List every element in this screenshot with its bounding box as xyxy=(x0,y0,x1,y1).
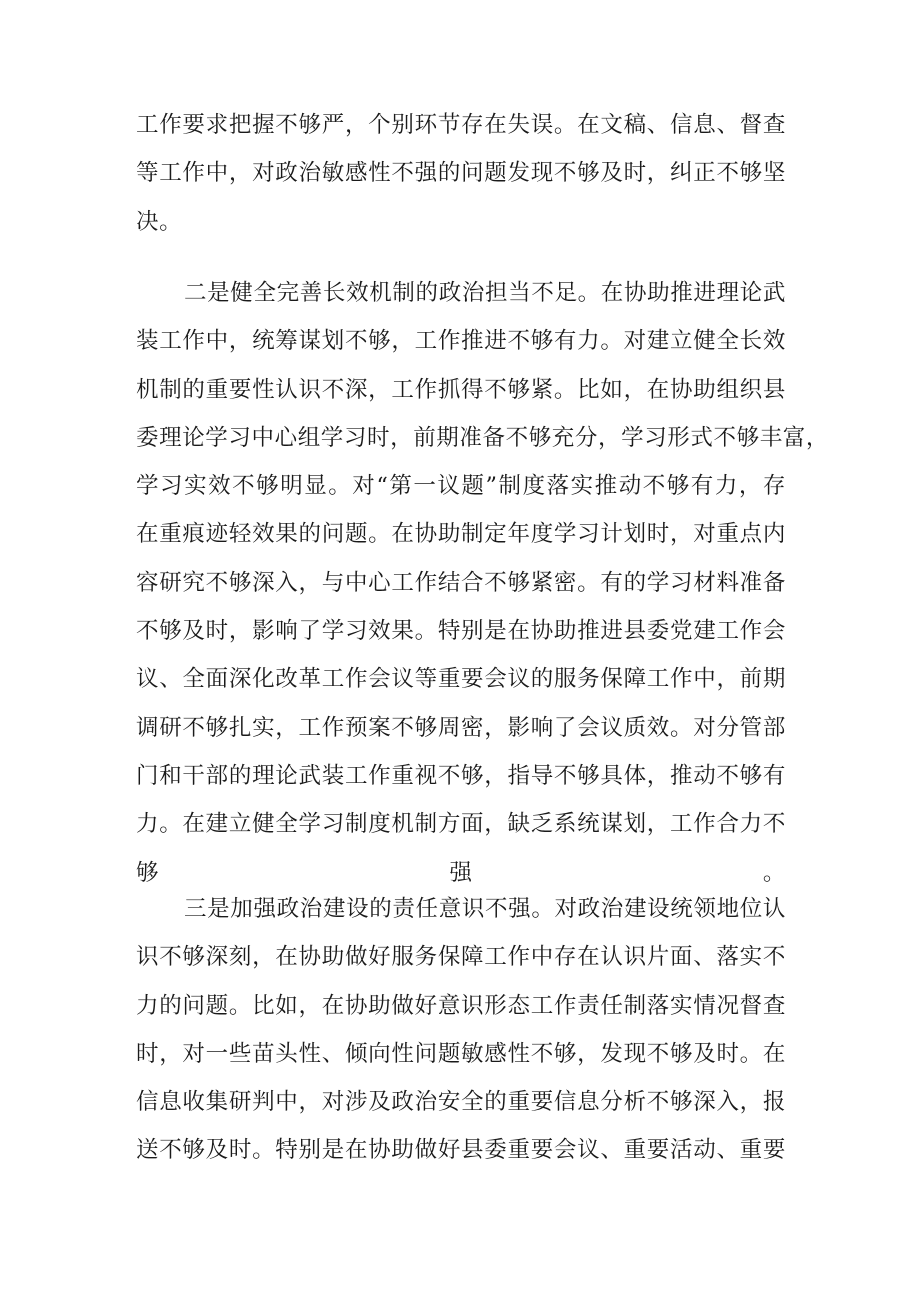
paragraph-line: 议、全面深化改革工作会议等重要会议的服务保障工作中，前期 xyxy=(136,666,786,693)
paragraph-1 xyxy=(136,101,786,246)
paragraph-line: 调研不够扎实，工作预案不够周密，影响了会议质效。对分管部 xyxy=(136,714,786,741)
paragraph-line: 力的问题。比如，在协助做好意识形态工作责任制落实情况督查 xyxy=(136,992,786,1019)
paragraph-line: 容研究不够深入，与中心工作结合不够紧密。有的学习材料准备 xyxy=(136,569,786,596)
paragraph-line: 三是加强政治建设的责任意识不强。对政治建设统领地位认 xyxy=(184,896,786,922)
paragraph-line: 不够及时，影响了学习效果。特别是在协助推进县委党建工作会 xyxy=(136,618,786,645)
paragraph-line: 等工作中，对政治敏感性不强的问题发现不够及时，纠正不够坚 xyxy=(136,160,786,187)
paragraph-line: 装工作中，统筹谋划不够，工作推进不够有力。对建立健全长效 xyxy=(136,328,786,355)
paragraph-line: 决。 xyxy=(136,208,183,235)
paragraph-line: 识不够深刻，在协助做好服务保障工作中存在认识片面、落实不 xyxy=(136,944,786,971)
paragraph-line: 送不够及时。特别是在协助做好县委重要会议、重要活动、重要 xyxy=(136,1137,786,1164)
paragraph-line: 委理论学习中心组学习时，前期准备不够充分，学习形式不够丰富， xyxy=(136,424,830,451)
paragraph-line: 信息收集研判中，对涉及政治安全的重要信息分析不够深入，报 xyxy=(136,1089,786,1116)
paragraph-3 xyxy=(136,885,786,1175)
paragraph-line: 工作要求把握不够严，个别环节存在失误。在文稿、信息、督查 xyxy=(136,112,786,138)
paragraph-line: 时，对一些苗头性、倾向性问题敏感性不够，发现不够及时。在 xyxy=(136,1040,786,1067)
paragraph-line: 在重痕迹轻效果的问题。在协助制定年度学习计划时，对重点内 xyxy=(136,521,786,548)
paragraph-line: 够强。 xyxy=(136,859,786,886)
paragraph-line: 二是健全完善长效机制的政治担当不足。在协助推进理论武 xyxy=(184,280,786,306)
paragraph-line: 力。在建立健全学习制度机制方面，缺乏系统谋划，工作合力不 xyxy=(136,811,786,838)
paragraph-line: 门和干部的理论武装工作重视不够，指导不够具体，推动不够有 xyxy=(136,762,786,789)
paragraph-2 xyxy=(136,269,830,945)
paragraph-line: 学习实效不够明显。对“第一议题”制度落实推动不够有力，存 xyxy=(136,473,786,500)
paragraph-line: 机制的重要性认识不深，工作抓得不够紧。比如，在协助组织县 xyxy=(136,376,786,403)
